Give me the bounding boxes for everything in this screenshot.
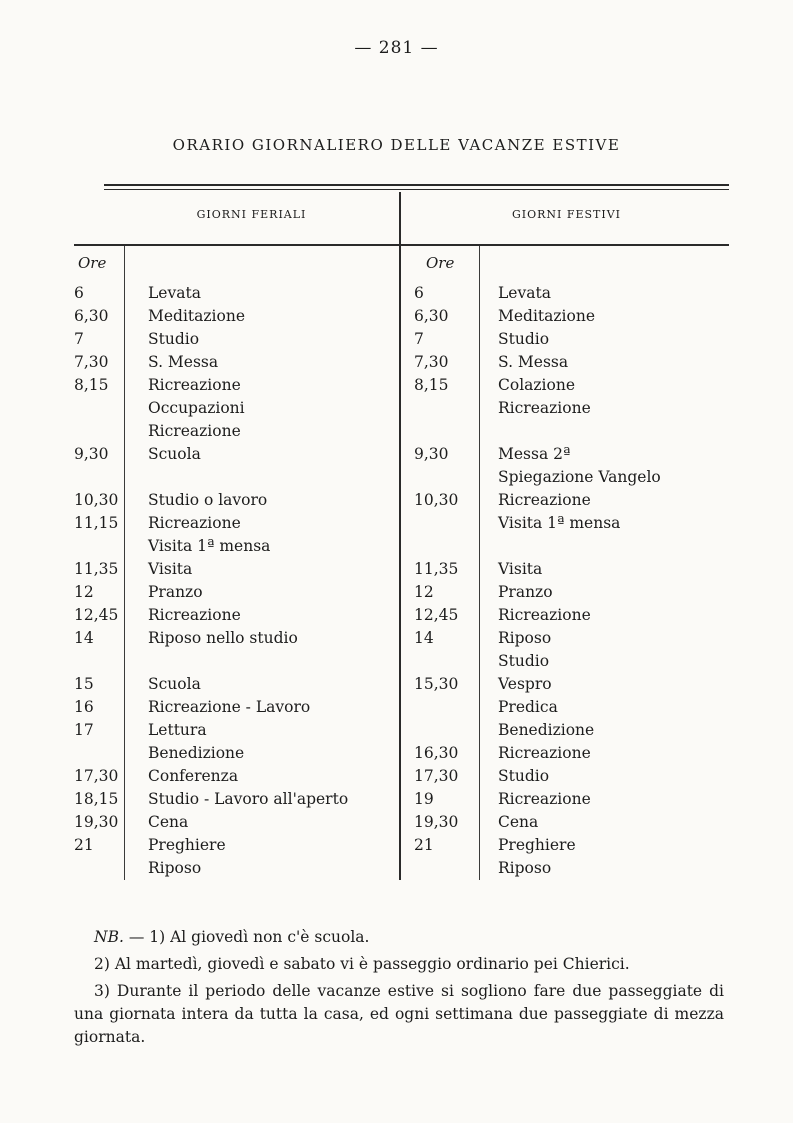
schedule-rows [74, 284, 729, 882]
holiday-activity: Studio [498, 767, 550, 785]
weekday-activity: Ricreazione [148, 514, 241, 532]
table-row [74, 721, 729, 744]
holiday-time: 8,15 [414, 376, 449, 394]
holiday-activity: Ricreazione [498, 790, 591, 808]
weekday-time: 16 [74, 698, 94, 716]
holiday-activity: Visita 1ª mensa [498, 514, 621, 532]
weekday-time: 18,15 [74, 790, 119, 808]
table-row [74, 537, 729, 560]
table-top-rule [104, 184, 729, 186]
note-1-text: — 1) Al giovedì non c'è scuola. [123, 928, 370, 946]
table-row [74, 491, 729, 514]
weekday-time: 15 [74, 675, 94, 693]
holiday-time: 12 [414, 583, 434, 601]
header-weekdays: GIORNI FERIALI [196, 208, 307, 221]
holiday-time: 6,30 [414, 307, 449, 325]
holiday-time: 7 [414, 330, 424, 348]
table-row [74, 284, 729, 307]
weekday-activity: Visita [148, 560, 193, 578]
holiday-activity: Ricreazione [498, 744, 591, 762]
holiday-time: 19,30 [414, 813, 459, 831]
weekday-time: 11,35 [74, 560, 119, 578]
weekday-activity: Meditazione [148, 307, 246, 325]
holiday-activity: S. Messa [498, 353, 569, 371]
holiday-activity: Spiegazione Vangelo [498, 468, 661, 486]
weekday-time: 7,30 [74, 353, 109, 371]
weekday-activity: Ricreazione [148, 422, 241, 440]
weekday-time: 8,15 [74, 376, 109, 394]
table-header-rule [74, 244, 729, 246]
weekday-activity: Scuola [148, 675, 201, 693]
weekday-time: 6,30 [74, 307, 109, 325]
holiday-time: 15,30 [414, 675, 459, 693]
holiday-time: 19 [414, 790, 434, 808]
table-row [74, 767, 729, 790]
page-title: ORARIO GIORNALIERO DELLE VACANZE ESTIVE [172, 136, 621, 154]
holiday-activity: Riposo [498, 859, 552, 877]
weekday-activity: Studio [148, 330, 200, 348]
table-row [74, 583, 729, 606]
table-row [74, 330, 729, 353]
weekday-activity: S. Messa [148, 353, 219, 371]
weekday-time: 17 [74, 721, 94, 739]
note-1 [94, 926, 724, 949]
weekday-time: 14 [74, 629, 94, 647]
table-row [74, 675, 729, 698]
weekday-activity: Studio o lavoro [148, 491, 268, 509]
page-number: — 281 — [354, 38, 439, 58]
weekday-activity: Scuola [148, 445, 201, 463]
weekday-activity: Ricreazione [148, 606, 241, 624]
table-row [74, 744, 729, 767]
holiday-time: 11,35 [414, 560, 459, 578]
table-row [74, 399, 729, 422]
table-row [74, 560, 729, 583]
holiday-time: 17,30 [414, 767, 459, 785]
table-row [74, 376, 729, 399]
weekday-time: 12,45 [74, 606, 119, 624]
weekday-time: 9,30 [74, 445, 109, 463]
holiday-activity: Ricreazione [498, 606, 591, 624]
holiday-time: 10,30 [414, 491, 459, 509]
note-2: 2) Al martedì, giovedì e sabato vi è passeggio ordinario pei Chierici. [94, 955, 630, 973]
holiday-time: 6 [414, 284, 424, 302]
notes [74, 926, 724, 1049]
weekday-activity: Benedizione [148, 744, 245, 762]
weekday-activity: Visita 1ª mensa [148, 537, 271, 555]
table-row [74, 468, 729, 491]
table-row [74, 353, 729, 376]
weekday-time: 19,30 [74, 813, 119, 831]
holiday-activity: Studio [498, 330, 550, 348]
weekday-activity: Occupazioni [148, 399, 245, 417]
weekday-time: 7 [74, 330, 84, 348]
table-top-rule-thin [104, 189, 729, 190]
holiday-time: 7,30 [414, 353, 449, 371]
weekday-time: 12 [74, 583, 94, 601]
holiday-activity: Ricreazione [498, 491, 591, 509]
header-holidays: GIORNI FESTIVI [511, 208, 622, 221]
table-row [74, 790, 729, 813]
holiday-time: 16,30 [414, 744, 459, 762]
holiday-activity: Levata [498, 284, 551, 302]
holiday-activity: Visita [498, 560, 543, 578]
holiday-activity: Cena [498, 813, 539, 831]
table-row [74, 836, 729, 859]
weekday-activity: Preghiere [148, 836, 226, 854]
weekday-activity: Lettura [148, 721, 207, 739]
weekday-time: 21 [74, 836, 94, 854]
nb-label: NB. [94, 928, 124, 946]
weekday-time: 17,30 [74, 767, 119, 785]
holiday-activity: Meditazione [498, 307, 596, 325]
table-row [74, 514, 729, 537]
weekday-activity: Levata [148, 284, 201, 302]
weekday-activity: Riposo nello studio [148, 629, 298, 647]
holiday-activity: Preghiere [498, 836, 576, 854]
weekday-time: 11,15 [74, 514, 119, 532]
weekday-activity: Ricreazione - Lavoro [148, 698, 311, 716]
table-row [74, 445, 729, 468]
weekday-activity: Cena [148, 813, 189, 831]
holiday-activity: Studio [498, 652, 550, 670]
holiday-activity: Colazione [498, 376, 576, 394]
schedule-table [74, 184, 729, 884]
weekday-activity: Conferenza [148, 767, 239, 785]
weekday-activity: Ricreazione [148, 376, 241, 394]
table-row [74, 698, 729, 721]
holiday-activity: Predica [498, 698, 558, 716]
table-row [74, 813, 729, 836]
ore-header-left: Ore [78, 254, 107, 272]
weekday-activity: Studio - Lavoro all'aperto [148, 790, 349, 808]
holiday-time: 14 [414, 629, 434, 647]
table-row [74, 606, 729, 629]
weekday-time: 10,30 [74, 491, 119, 509]
weekday-activity: Riposo [148, 859, 202, 877]
holiday-activity: Riposo [498, 629, 552, 647]
table-row [74, 422, 729, 445]
holiday-activity: Messa 2ª [498, 445, 571, 463]
weekday-time: 6 [74, 284, 84, 302]
table-row [74, 652, 729, 675]
table-row [74, 307, 729, 330]
holiday-time: 21 [414, 836, 434, 854]
holiday-time: 12,45 [414, 606, 459, 624]
table-row [74, 859, 729, 882]
holiday-activity: Pranzo [498, 583, 553, 601]
holiday-activity: Benedizione [498, 721, 595, 739]
holiday-activity: Vespro [498, 675, 552, 693]
table-row [74, 629, 729, 652]
note-3: 3) Durante il periodo delle vacanze estive si sogliono fare due passeggiate di una giornata intera da tutta la casa, ed ogni settimana due passeggiate di mezza giornata. [74, 982, 724, 1046]
holiday-time: 9,30 [414, 445, 449, 463]
weekday-activity: Pranzo [148, 583, 203, 601]
holiday-activity: Ricreazione [498, 399, 591, 417]
ore-header-right: Ore [426, 254, 455, 272]
